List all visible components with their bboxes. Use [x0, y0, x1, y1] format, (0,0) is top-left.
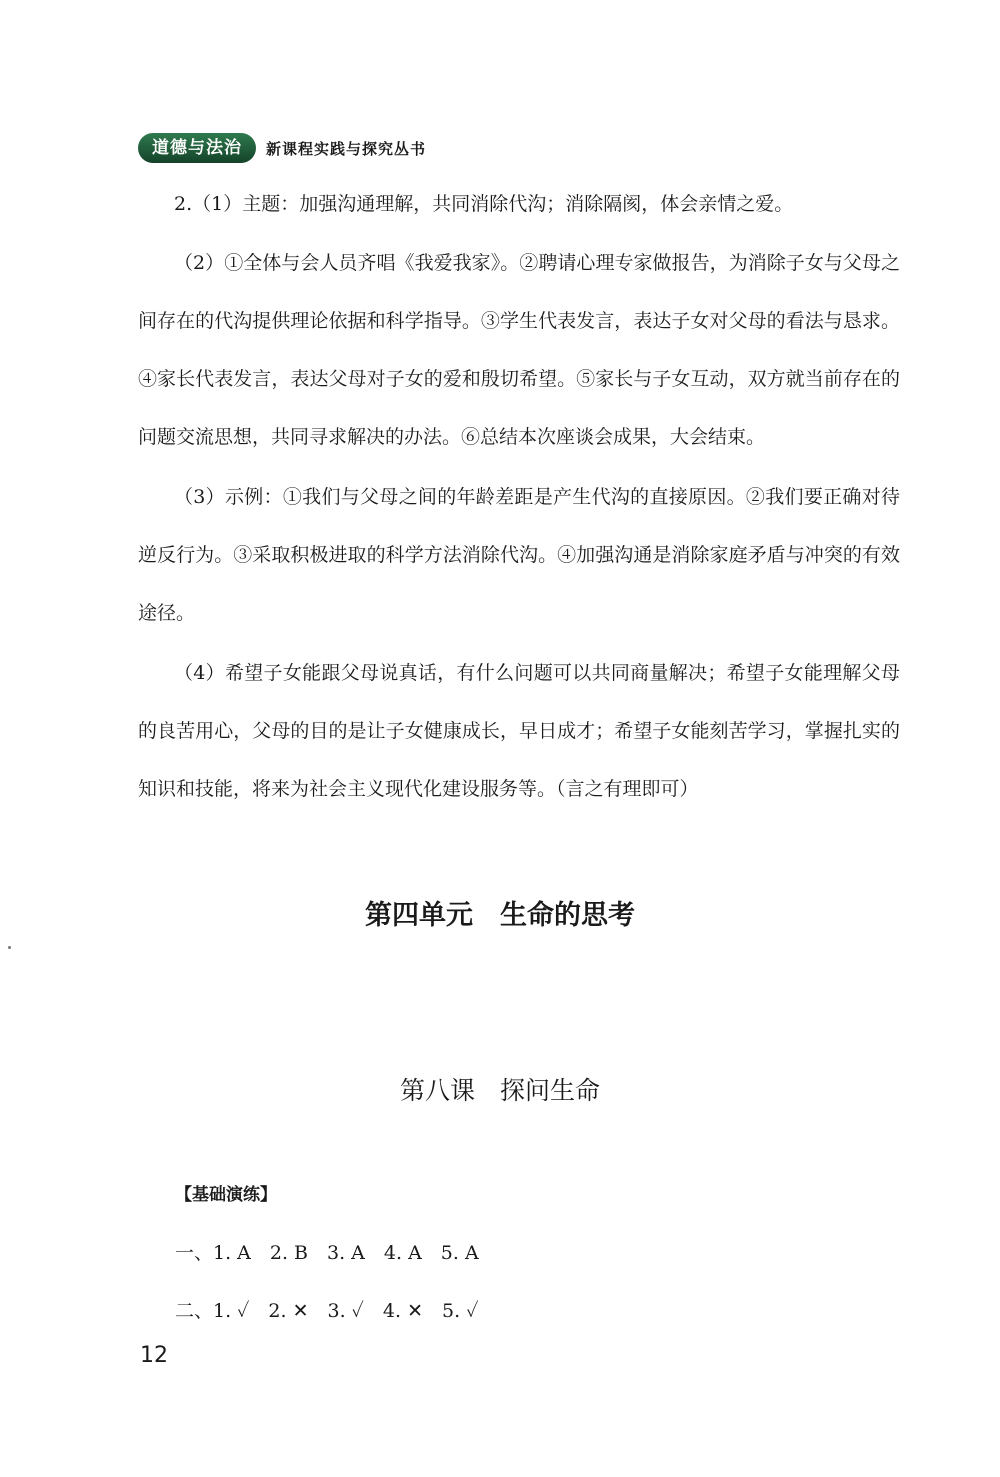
series-title: 新课程实践与探究丛书 — [266, 139, 427, 158]
answer-paragraph-4: （4）希望子女能跟父母说真话，有什么问题可以共同商量解决；希望子女能理解父母的良苦用心，父母的目的是让子女健康成长，早日成才；希望子女能刻苦学习，掌握扎实的知识和技能，将来为社会主义现代化建设服务等。（言之有理即可） — [138, 662, 900, 800]
answer-line-choice: 一、1. A 2. B 3. A 4. A 5. A — [175, 1242, 479, 1264]
section-label: 【基础演练】 — [175, 1185, 277, 1205]
answer-line-judge: 二、1. ✓ 2. ✕ 3. ✓ 4. ✕ 5. ✓ — [175, 1300, 479, 1322]
answer-paragraph-2: （2）①全体与会人员齐唱《我爱我家》。②聘请心理专家做报告，为消除子女与父母之间存在的代沟提供理论依据和科学指导。③学生代表发言，表达子女对父母的看法与恳求。④家长代表发言，表达父母对子女的爱和殷切希望。⑤家长与子女互动，双方就当前存在的问题交流思想，共同寻求解决的办法。⑥总结本次座谈会成果，大会结束。 — [138, 252, 900, 448]
subject-badge: 道德与法治 — [138, 133, 256, 163]
lesson-title: 第八课 探问生命 — [399, 1076, 600, 1105]
scan-speck — [8, 946, 11, 949]
answer-paragraph-3: （3）示例：①我们与父母之间的年龄差距是产生代沟的直接原因。②我们要正确对待逆反行为。③采取积极进取的科学方法消除代沟。④加强沟通是消除家庭矛盾与冲突的有效途径。 — [138, 486, 900, 624]
unit-title: 第四单元 生命的思考 — [365, 900, 635, 931]
page-number: 12 — [140, 1343, 168, 1368]
page-header — [138, 132, 426, 164]
answer-paragraph-1: 2.（1）主题：加强沟通理解，共同消除代沟；消除隔阂，体会亲情之爱。 — [174, 193, 794, 215]
